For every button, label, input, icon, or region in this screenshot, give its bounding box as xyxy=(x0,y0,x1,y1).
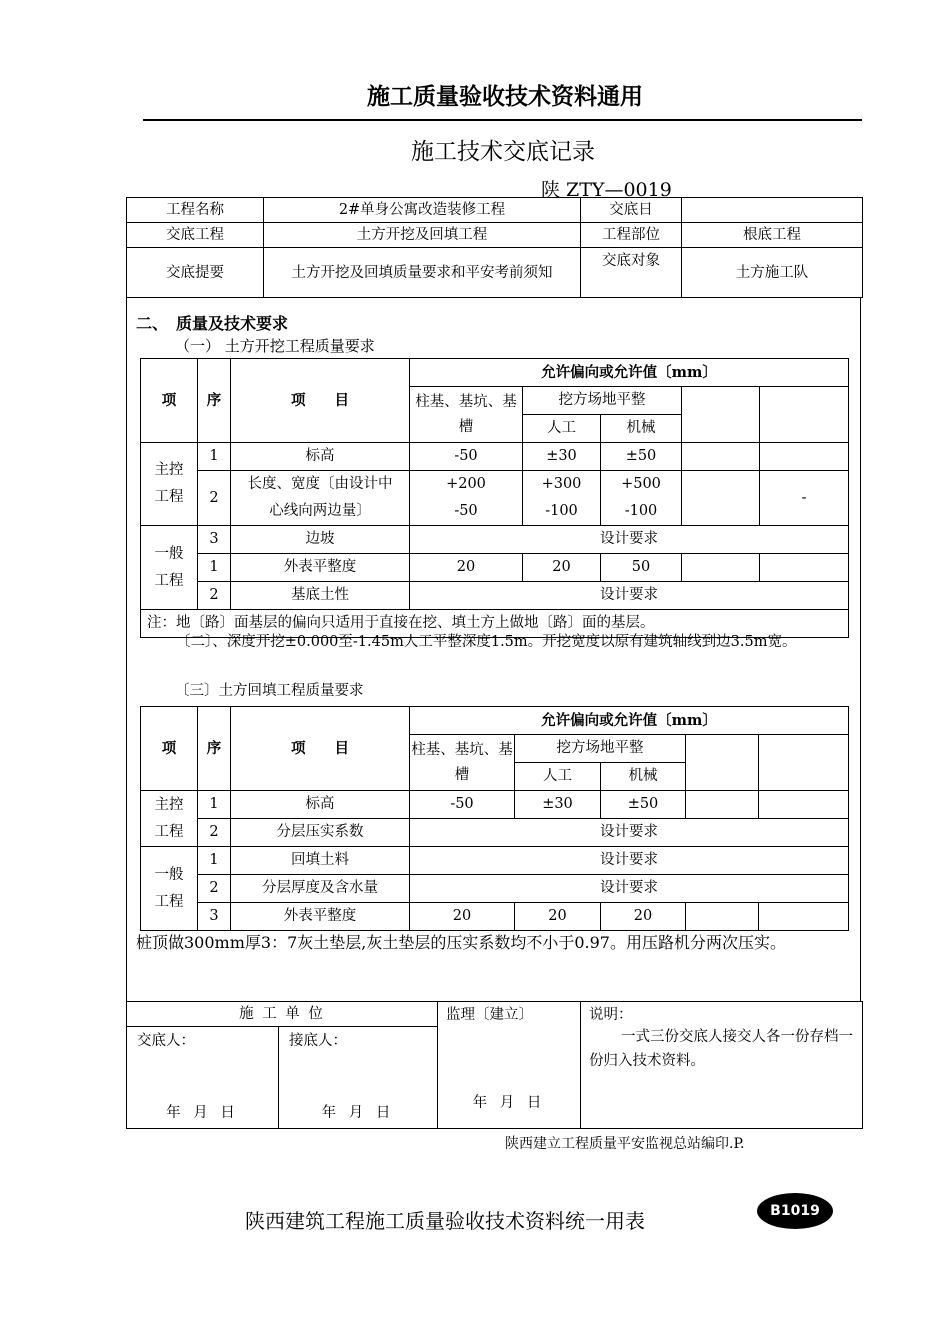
disclosure-project: 土方开挖及回填工程 xyxy=(264,223,581,248)
value-bottom: -100 xyxy=(624,503,658,519)
group-main: 主控工程 xyxy=(141,791,198,847)
value-top: +200 xyxy=(446,476,486,492)
discloser-label: 交底人： xyxy=(137,1033,195,1049)
row-pit: 20 xyxy=(410,903,515,931)
backfill-title: 〔三〕土方回填工程质量要求 xyxy=(175,683,364,699)
header-tolerance: 允许偏向或允许值〔mm〕 xyxy=(410,707,849,735)
header-item: 项 xyxy=(141,359,198,443)
section-title: 二、 质量及技术要求 xyxy=(136,314,289,333)
row-name: 分层厚度及含水量 xyxy=(231,875,410,903)
document-code: 陕 ZTY—0019 xyxy=(541,179,672,201)
header-blank xyxy=(760,387,849,443)
backfill-table xyxy=(140,706,849,931)
row-blank xyxy=(686,903,759,931)
row-blank xyxy=(760,443,849,471)
row-value: 设计要求 xyxy=(410,847,849,875)
table-note: 注：地〔路〕面基层的偏向只适用于直接在挖、填土方上做地〔路〕面的基层。 xyxy=(141,610,849,638)
header-title: 施工质量验收技术资料通用 xyxy=(367,84,643,110)
row-blank xyxy=(686,791,759,819)
header-blank xyxy=(686,735,759,791)
row-seq: 2 xyxy=(198,875,231,903)
receiver-cell xyxy=(279,1027,438,1129)
row-seq: 2 xyxy=(198,471,231,526)
project-name-label: 工程名称 xyxy=(127,198,264,223)
date-label: 交底日 xyxy=(581,198,682,223)
header-site: 挖方场地平整 xyxy=(523,387,682,415)
row-machine: ±50 xyxy=(601,791,686,819)
header-manual: 人工 xyxy=(515,763,601,791)
row-extra: - xyxy=(760,471,849,526)
row-name: 回填土料 xyxy=(231,847,410,875)
row-seq: 1 xyxy=(198,554,231,582)
date-line: 年 月 日 xyxy=(472,1095,546,1111)
row-machine: ±50 xyxy=(601,443,682,471)
row-blank xyxy=(682,443,760,471)
header-item: 项 xyxy=(141,707,198,791)
excavation-table xyxy=(140,358,849,638)
header-blank xyxy=(759,735,849,791)
depth-paragraph: 〔二〕、深度开挖±0.000至-1.45m人工平整深度1.5m。开挖宽度以原有建筑轴线到边3.5m宽。 xyxy=(176,634,797,650)
value-bottom: -100 xyxy=(545,503,578,519)
row-seq: 1 xyxy=(198,847,231,875)
row-machine: 50 xyxy=(601,554,682,582)
disclosure-project-label: 交底工程 xyxy=(127,223,264,248)
supervision-label: 监理〔建立〕 xyxy=(446,1007,534,1023)
header-seq: 序 xyxy=(198,707,231,791)
note-text: 一式三份交底人接交人各一份存档一份归入技术资料。 xyxy=(589,1029,854,1069)
row-value: 设计要求 xyxy=(410,819,849,847)
row-manual: ±30 xyxy=(515,791,601,819)
row-pit: 20 xyxy=(410,554,523,582)
footer-text: 陕西建筑工程施工质量验收技术资料统一用表 xyxy=(245,1209,645,1233)
signature-table xyxy=(126,1001,863,1129)
row-name: 分层压实系数 xyxy=(231,819,410,847)
header-blank xyxy=(682,387,760,443)
row-name: 外表平整度 xyxy=(231,554,410,582)
document-title: 施工技术交底记录 xyxy=(411,139,595,165)
row-blank xyxy=(760,554,849,582)
header-pit: 柱基、基坑、基槽 xyxy=(410,387,523,443)
location-label: 工程部位 xyxy=(581,223,682,248)
note-cell xyxy=(581,1002,863,1129)
row-seq: 3 xyxy=(198,903,231,931)
row-seq: 2 xyxy=(198,819,231,847)
row-pit: -50 xyxy=(410,791,515,819)
row-seq: 1 xyxy=(198,443,231,471)
group-main: 主控工程 xyxy=(141,443,198,526)
group-general: 一般工程 xyxy=(141,847,198,931)
header-seq: 序 xyxy=(198,359,231,443)
row-blank xyxy=(682,471,760,526)
row-blank xyxy=(682,554,760,582)
row-manual: 20 xyxy=(523,554,601,582)
date-value xyxy=(682,198,863,223)
row-blank xyxy=(759,791,849,819)
construction-unit: 施 工 单 位 xyxy=(127,1002,438,1027)
row-name: 标高 xyxy=(231,443,410,471)
location-value: 根底工程 xyxy=(682,223,863,248)
row-seq: 3 xyxy=(198,526,231,554)
row-value: 设计要求 xyxy=(410,582,849,610)
row-name: 外表平整度 xyxy=(231,903,410,931)
header-site: 挖方场地平整 xyxy=(515,735,686,763)
header-pit: 柱基、基坑、基槽 xyxy=(410,735,515,791)
info-table xyxy=(126,197,863,298)
row-pit xyxy=(410,471,523,526)
row-name: 长度、宽度〔由设计中心线向两边量〕 xyxy=(231,471,410,526)
excavation-title: （一） 土方开挖工程质量要求 xyxy=(175,337,375,355)
row-name: 基底土性 xyxy=(231,582,410,610)
value-top: +300 xyxy=(541,476,582,492)
date-line: 年 月 日 xyxy=(321,1105,395,1121)
row-value: 设计要求 xyxy=(410,526,849,554)
row-name: 标高 xyxy=(231,791,410,819)
group-general: 一般工程 xyxy=(141,526,198,610)
row-value: 设计要求 xyxy=(410,875,849,903)
row-name: 边坡 xyxy=(231,526,410,554)
header-tolerance: 允许偏向或允许值〔mm〕 xyxy=(410,359,849,387)
header-machine: 机械 xyxy=(601,415,682,443)
project-name: 2#单身公寓改造装修工程 xyxy=(264,198,581,223)
row-manual: 20 xyxy=(515,903,601,931)
row-machine: 20 xyxy=(601,903,686,931)
row-seq: 2 xyxy=(198,582,231,610)
note-label: 说明： xyxy=(589,1007,633,1023)
summary-value: 土方开挖及回填质量要求和平安考前须知 xyxy=(264,248,581,298)
row-machine xyxy=(601,471,682,526)
form-badge: B1019 xyxy=(757,1193,833,1229)
target-label: 交底对象 xyxy=(581,248,682,298)
row-blank xyxy=(759,903,849,931)
date-line: 年 月 日 xyxy=(166,1105,239,1121)
header-machine: 机械 xyxy=(601,763,686,791)
pile-paragraph: 桩顶做300mm厚3：7灰土垫层,灰土垫层的压实系数均不小于0.97。用压路机分两次压实。 xyxy=(136,933,786,952)
value-bottom: -50 xyxy=(454,503,478,519)
header-manual: 人工 xyxy=(523,415,601,443)
summary-label: 交底提要 xyxy=(127,248,264,298)
header-name: 项 目 xyxy=(231,707,410,791)
row-seq: 1 xyxy=(198,791,231,819)
header-name: 项 目 xyxy=(231,359,410,443)
receiver-label: 接底人： xyxy=(289,1033,347,1049)
row-manual xyxy=(523,471,601,526)
row-pit: -50 xyxy=(410,443,523,471)
target-value: 土方施工队 xyxy=(682,248,863,298)
header-rule xyxy=(143,119,862,121)
discloser-cell xyxy=(127,1027,279,1129)
printer-note: 陕西建立工程质量平安监视总站编印.P. xyxy=(505,1136,745,1152)
value-top: +500 xyxy=(621,476,661,492)
row-manual: ±30 xyxy=(523,443,601,471)
supervision-cell xyxy=(438,1002,581,1129)
